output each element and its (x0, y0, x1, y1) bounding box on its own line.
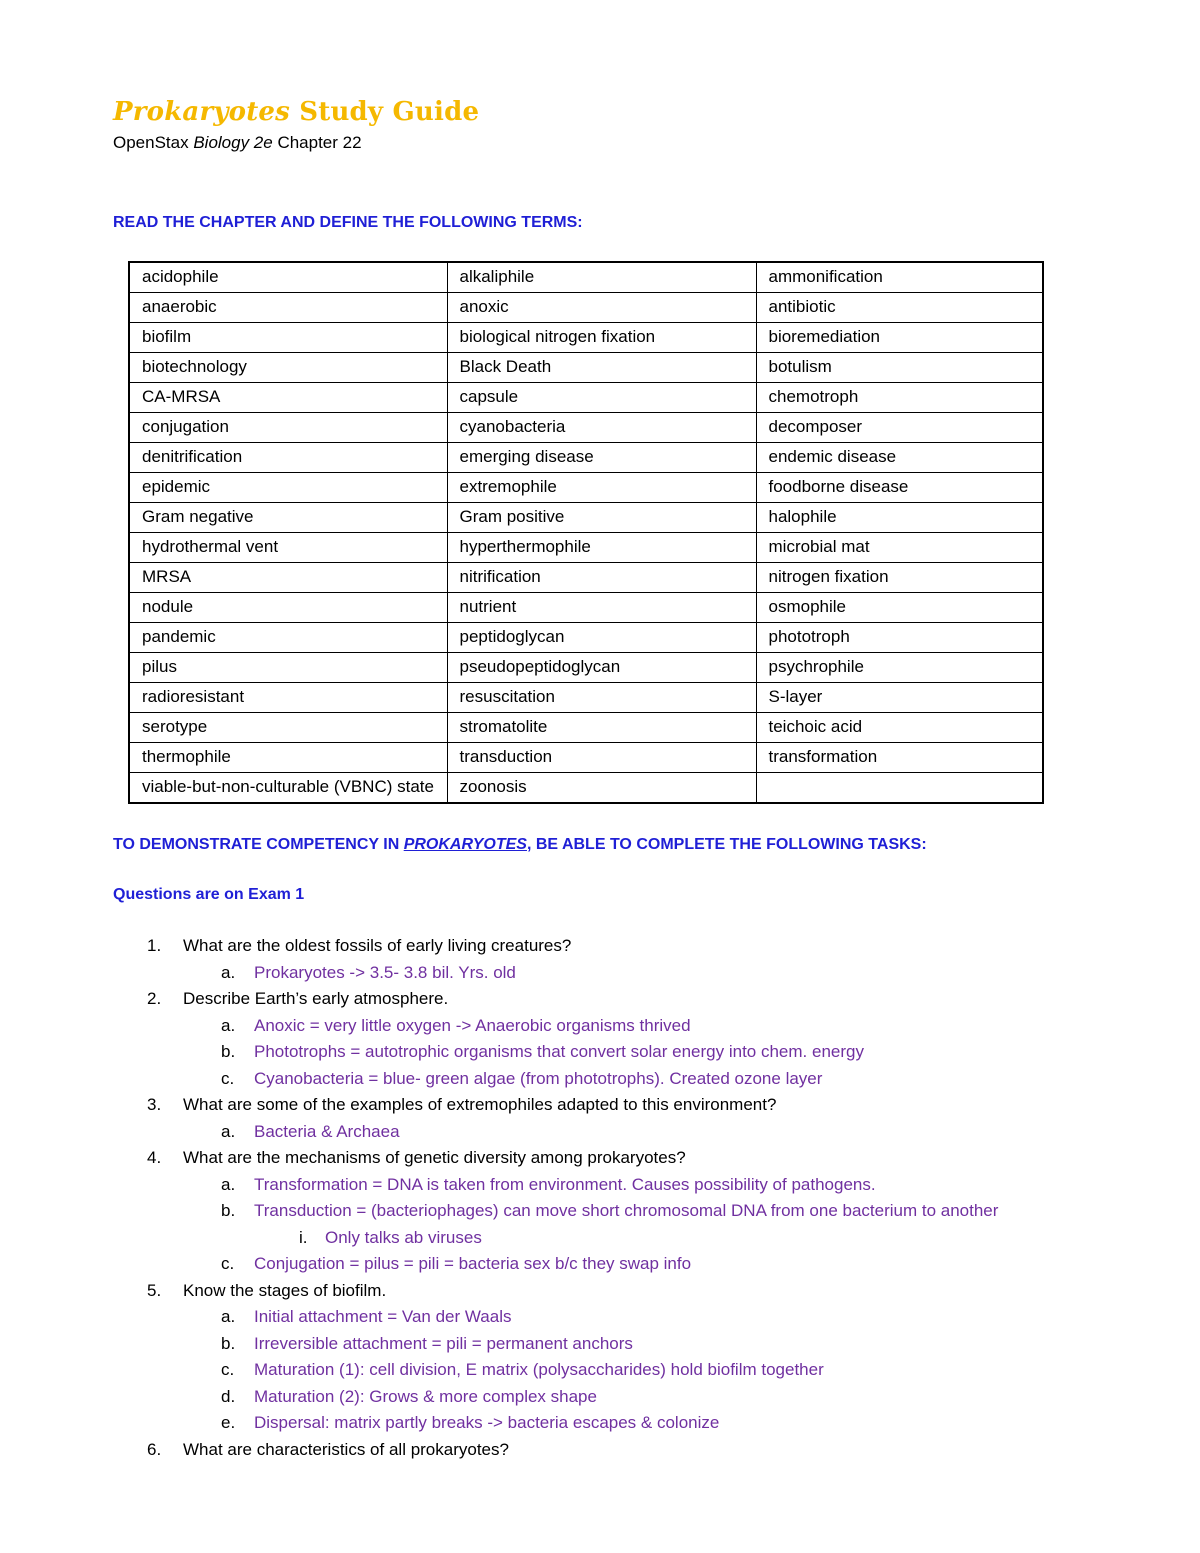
sub-answer-item (113, 1225, 1173, 1252)
answer-item-text: Phototrophs = autotrophic organisms that convert solar energy into chem. energy (254, 1042, 864, 1061)
answer-item (113, 1384, 1173, 1411)
table-row (129, 503, 1043, 533)
table-row (129, 623, 1043, 653)
term-cell: anaerobic (129, 293, 447, 323)
answer-item-text: Transformation = DNA is taken from environment. Causes possibility of pathogens. (254, 1174, 876, 1194)
answer-item-text: Dispersal: matrix partly breaks -> bacteria escapes & colonize (254, 1413, 720, 1432)
term-cell: nitrogen fixation (756, 563, 1043, 593)
question-item-number: 2. (147, 989, 162, 1008)
question-item (113, 1278, 1173, 1305)
answer-item-number: a. (221, 962, 236, 982)
exam-note: Questions are on Exam 1 (113, 886, 305, 903)
terms-table-body (129, 262, 1043, 803)
term-cell: foodborne disease (756, 473, 1043, 503)
title-rest: Study Guide (290, 97, 480, 127)
question-item-text: What are the mechanisms of genetic diversity among prokaryotes? (183, 1148, 686, 1167)
answer-item-number: d. (221, 1386, 236, 1406)
answer-item-text: Conjugation = pilus = pili = bacteria sex b/c they swap info (254, 1254, 692, 1273)
subtitle-post: Chapter 22 (272, 133, 362, 152)
answer-item-number: b. (221, 1042, 236, 1061)
answer-item (113, 1251, 1173, 1278)
term-cell: extremophile (447, 473, 756, 503)
term-cell: teichoic acid (756, 713, 1043, 743)
term-cell: serotype (129, 713, 447, 743)
question-item (113, 986, 1173, 1013)
answer-item (113, 1066, 1173, 1093)
answer-item-number: a. (221, 1121, 236, 1141)
answer-item-number: a. (221, 1174, 236, 1194)
page-title (113, 97, 479, 127)
table-row (129, 443, 1043, 473)
term-cell: bioremediation (756, 323, 1043, 353)
table-row (129, 293, 1043, 323)
question-item-number: 1. (147, 936, 162, 955)
term-cell: S-layer (756, 683, 1043, 713)
question-item-text: Know the stages of biofilm. (183, 1280, 387, 1300)
question-item-text: What are some of the examples of extremophiles adapted to this environment? (183, 1095, 777, 1114)
answer-item-number: c. (221, 1254, 235, 1273)
answer-item (113, 960, 1173, 987)
term-cell: chemotroph (756, 383, 1043, 413)
table-row (129, 593, 1043, 623)
question-item-text: Describe Earth’s early atmosphere. (183, 989, 449, 1008)
answer-item (113, 1172, 1173, 1199)
question-item-text: What are characteristics of all prokaryotes? (183, 1439, 509, 1459)
term-cell: halophile (756, 503, 1043, 533)
term-cell (756, 773, 1043, 804)
term-cell: alkaliphile (447, 262, 756, 293)
answer-item-text: Irreversible attachment = pili = permanent anchors (254, 1333, 633, 1353)
term-cell: capsule (447, 383, 756, 413)
term-cell: thermophile (129, 743, 447, 773)
answer-item (113, 1357, 1173, 1384)
competency-heading-post: , BE ABLE TO COMPLETE THE FOLLOWING TASKS: (526, 836, 927, 853)
term-cell: resuscitation (447, 683, 756, 713)
term-cell: conjugation (129, 413, 447, 443)
term-cell: transformation (756, 743, 1043, 773)
term-cell: pilus (129, 653, 447, 683)
answer-item (113, 1410, 1173, 1437)
table-row (129, 383, 1043, 413)
sub-answer-item-text: Only talks ab viruses (325, 1227, 482, 1247)
term-cell: biofilm (129, 323, 447, 353)
page-subtitle (113, 133, 362, 153)
term-cell: Gram negative (129, 503, 447, 533)
subtitle-book: Biology 2e (193, 133, 273, 152)
table-row (129, 653, 1043, 683)
table-row (129, 773, 1043, 804)
answer-item-text: Transduction = (bacteriophages) can move short chromosomal DNA from one bacterium to another (254, 1201, 999, 1220)
answer-item-number: a. (221, 1015, 236, 1035)
question-item (113, 933, 1173, 960)
answer-item-number: e. (221, 1413, 236, 1432)
term-cell: CA-MRSA (129, 383, 447, 413)
term-cell: emerging disease (447, 443, 756, 473)
table-row (129, 323, 1043, 353)
answer-item-text: Anoxic = very little oxygen -> Anaerobic organisms thrived (254, 1015, 691, 1035)
table-row (129, 353, 1043, 383)
term-cell: Gram positive (447, 503, 756, 533)
answer-item (113, 1331, 1173, 1358)
table-row (129, 473, 1043, 503)
term-cell: microbial mat (756, 533, 1043, 563)
sub-answer-item-number: i. (299, 1227, 308, 1247)
answer-item (113, 1039, 1173, 1066)
term-cell: biotechnology (129, 353, 447, 383)
answer-item (113, 1198, 1173, 1225)
title-italic: Prokaryotes (113, 97, 290, 127)
term-cell: zoonosis (447, 773, 756, 804)
term-cell: viable-but-non-culturable (VBNC) state (129, 773, 447, 804)
term-cell: psychrophile (756, 653, 1043, 683)
term-cell: stromatolite (447, 713, 756, 743)
question-item-number: 5. (147, 1280, 162, 1300)
term-cell: Black Death (447, 353, 756, 383)
term-cell: phototroph (756, 623, 1043, 653)
answer-item-text: Maturation (1): cell division, E matrix (polysaccharides) hold biofilm together (254, 1360, 824, 1379)
term-cell: MRSA (129, 563, 447, 593)
answer-item-number: a. (221, 1307, 236, 1326)
term-cell: denitrification (129, 443, 447, 473)
table-row (129, 413, 1043, 443)
term-cell: decomposer (756, 413, 1043, 443)
answer-item-text: Initial attachment = Van der Waals (254, 1307, 512, 1326)
table-row (129, 262, 1043, 293)
term-cell: acidophile (129, 262, 447, 293)
answer-item-text: Cyanobacteria = blue- green algae (from phototrophs). Created ozone layer (254, 1068, 823, 1088)
subtitle-pre: OpenStax (113, 133, 194, 152)
term-cell: antibiotic (756, 293, 1043, 323)
term-cell: ammonification (756, 262, 1043, 293)
answer-item-number: c. (221, 1068, 235, 1088)
terms-heading: READ THE CHAPTER AND DEFINE THE FOLLOWING TERMS: (113, 214, 583, 231)
term-cell: nitrification (447, 563, 756, 593)
term-cell: botulism (756, 353, 1043, 383)
table-row (129, 683, 1043, 713)
question-item-number: 3. (147, 1095, 162, 1114)
answer-item-number: b. (221, 1201, 236, 1220)
competency-heading-pre: TO DEMONSTRATE COMPETENCY IN (113, 836, 404, 853)
term-cell: cyanobacteria (447, 413, 756, 443)
term-cell: transduction (447, 743, 756, 773)
answer-item (113, 1119, 1173, 1146)
answer-item-text: Bacteria & Archaea (254, 1121, 400, 1141)
question-item-number: 4. (147, 1148, 162, 1167)
competency-heading-link[interactable]: PROKARYOTES (403, 836, 527, 853)
table-row (129, 563, 1043, 593)
terms-table (128, 261, 1044, 804)
term-cell: osmophile (756, 593, 1043, 623)
question-item-number: 6. (147, 1439, 162, 1459)
question-item-text: What are the oldest fossils of early living creatures? (183, 936, 572, 955)
term-cell: biological nitrogen fixation (447, 323, 756, 353)
table-row (129, 533, 1043, 563)
competency-heading (113, 836, 927, 854)
table-row (129, 743, 1043, 773)
question-item (113, 1145, 1173, 1172)
answer-item-number: b. (221, 1333, 236, 1353)
term-cell: nutrient (447, 593, 756, 623)
term-cell: epidemic (129, 473, 447, 503)
term-cell: pseudopeptidoglycan (447, 653, 756, 683)
term-cell: endemic disease (756, 443, 1043, 473)
question-item (113, 1092, 1173, 1119)
question-item (113, 1437, 1173, 1464)
term-cell: peptidoglycan (447, 623, 756, 653)
answer-item (113, 1013, 1173, 1040)
term-cell: hydrothermal vent (129, 533, 447, 563)
question-list (113, 933, 1173, 1463)
term-cell: nodule (129, 593, 447, 623)
term-cell: anoxic (447, 293, 756, 323)
term-cell: pandemic (129, 623, 447, 653)
answer-item (113, 1304, 1173, 1331)
answer-item-text: Maturation (2): Grows & more complex shape (254, 1386, 597, 1406)
answer-item-text: Prokaryotes -> 3.5- 3.8 bil. Yrs. old (254, 962, 516, 982)
answer-item-number: c. (221, 1360, 235, 1379)
term-cell: radioresistant (129, 683, 447, 713)
term-cell: hyperthermophile (447, 533, 756, 563)
table-row (129, 713, 1043, 743)
